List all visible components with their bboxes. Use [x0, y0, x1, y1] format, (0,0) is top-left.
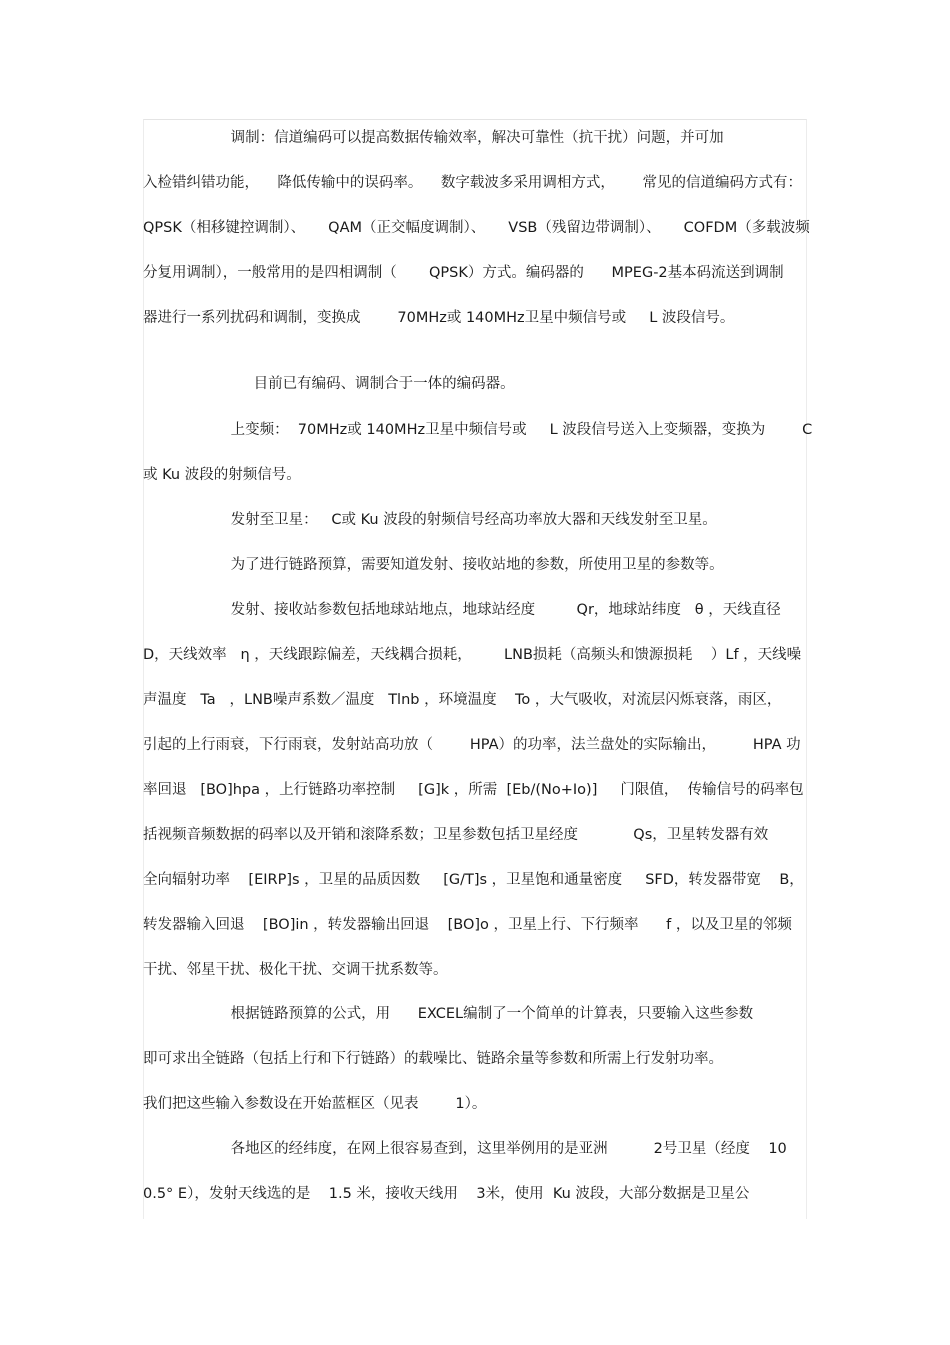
text-line: 引起的上行雨衰，下行雨衰，发射站高功放（ HPA）的功率，法兰盘处的实际输出， HPA 功 [143, 737, 801, 753]
text-line: D，天线效率 η ，天线跟踪偏差，天线耦合损耗， LNB损耗（高频头和馈源损耗 ）Lf ，天线噪 [143, 647, 802, 663]
text-line: 器进行一系列扰码和调制，变换成 70MHz或 140MHz卫星中频信号或 L 波段信号。 [143, 310, 735, 326]
text-line: 声温度 Ta ，LNB噪声系数／温度 Tlnb ，环境温度 To ，大气吸收，对流层闪烁衰落，雨区， [143, 692, 782, 708]
text-line: 0.5° E），发射天线选的是 1.5 米，接收天线用 3米，使用 Ku 波段，大部分数据是卫星公 [143, 1186, 750, 1202]
text-line: 全向辐射功率 [EIRP]s ，卫星的品质因数 [G/T]s ，卫星饱和通量密度 SFD，转发器带宽 B， [143, 872, 804, 888]
text-line: 括视频音频数据的码率以及开销和滚降系数；卫星参数包括卫星经度 Qs，卫星转发器有效 [143, 827, 769, 843]
text-line: 根据链路预算的公式，用 EXCEL编制了一个简单的计算表，只要输入这些参数 [143, 1006, 754, 1022]
text-line: 发射至卫星： C或 Ku 波段的射频信号经高功率放大器和天线发射至卫星。 [143, 512, 717, 528]
text-line: QPSK（相移键控调制）、 QAM（正交幅度调制）、 VSB（残留边带调制）、 COFDM（多载波频 [143, 220, 810, 236]
text-line: 发射、接收站参数包括地球站地点，地球站经度 Qr，地球站纬度 θ ，天线直径 [143, 602, 781, 618]
text-line: 调制：信道编码可以提高数据传输效率，解决可靠性（抗干扰）问题，并可加 [143, 130, 724, 146]
text-line: 即可求出全链路（包括上行和下行链路）的载噪比、链路余量等参数和所需上行发射功率。 [143, 1051, 723, 1067]
text-line: 或 Ku 波段的射频信号。 [143, 467, 301, 483]
text-line: 各地区的经纬度，在网上很容易查到，这里举例用的是亚洲 2号卫星（经度 10 [143, 1141, 787, 1157]
text-line: 转发器输入回退 [BO]in ，转发器输出回退 [BO]o ，卫星上行、下行频率 f ，以及卫星的邻频 [143, 917, 792, 933]
text-line: 分复用调制），一般常用的是四相调制（ QPSK）方式。编码器的 MPEG-2基本码流送到调制 [143, 265, 784, 281]
text-line: 我们把这些输入参数设在开始蓝框区（见表 1）。 [143, 1096, 487, 1112]
text-line: 为了进行链路预算，需要知道发射、接收站地的参数，所使用卫星的参数等。 [143, 557, 724, 573]
text-line: 率回退 [BO]hpa ，上行链路功率控制 [G]k ，所需 [Eb/(No+Io)] 门限值， 传输信号的码率包 [143, 782, 804, 798]
text-line: 干扰、邻星干扰、极化干扰、交调干扰系数等。 [143, 962, 448, 978]
text-line: 入检错纠错功能， 降低传输中的误码率。 数字载波多采用调相方式， 常见的信道编码方式有： [143, 175, 803, 191]
text-line: 目前已有编码、调制合于一体的编码器。 [143, 376, 515, 392]
text-line: 上变频： 70MHz或 140MHz卫星中频信号或 L 波段信号送入上变频器，变换为 C [143, 422, 813, 438]
